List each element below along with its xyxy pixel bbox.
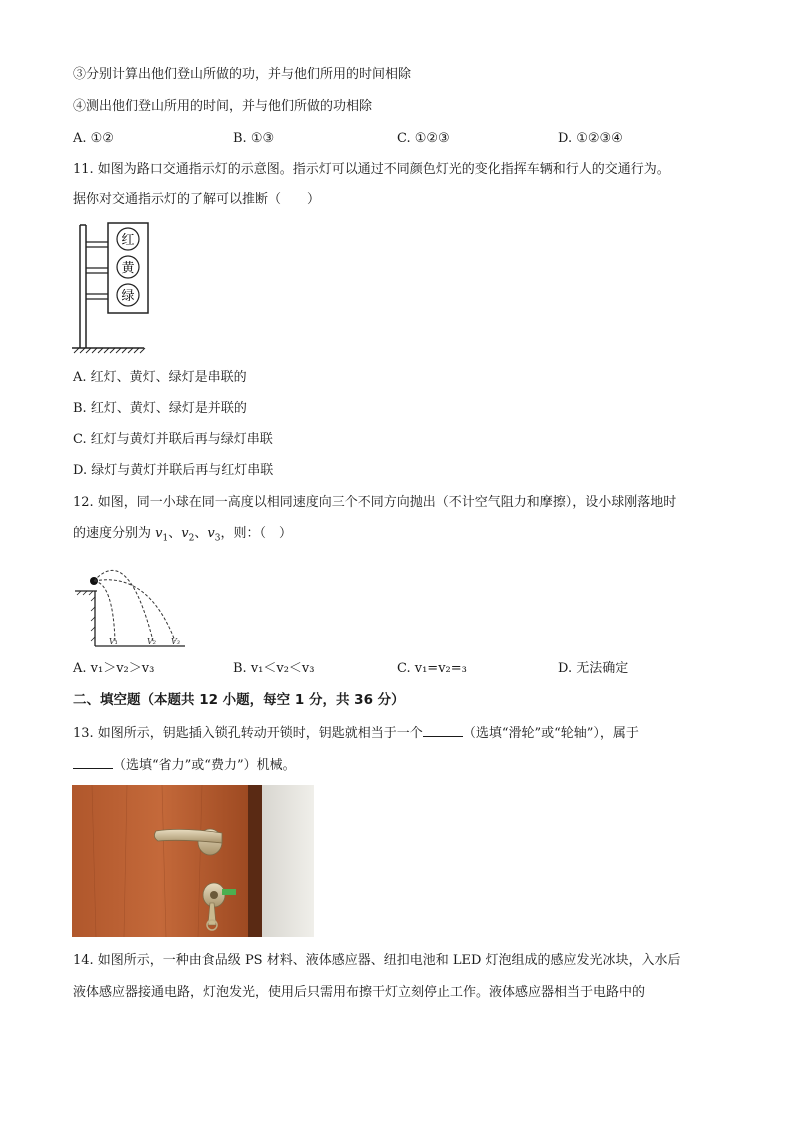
traffic-light-figure: [70, 220, 155, 355]
q11-option-d[interactable]: D. 绿灯与黄灯并联后再与红灯串联: [73, 463, 274, 478]
q11-stem-line1: 11. 如图为路口交通指示灯的示意图。指示灯可以通过不同颜色灯光的变化指挥车辆和行人的交通行为。: [73, 162, 670, 177]
q13-stem-part3: （选填“省力”或“费力”）机械。: [113, 758, 296, 773]
q11-option-b[interactable]: B. 红灯、黄灯、绿灯是并联的: [73, 401, 247, 416]
q13-stem-part2: （选填“滑轮”或“轮轴”），属于: [462, 726, 639, 741]
q10-option-d[interactable]: D. ①②③④: [558, 131, 623, 146]
q13-stem-line2: [73, 755, 296, 775]
q11-option-a[interactable]: A. 红灯、黄灯、绿灯是串联的: [73, 370, 247, 385]
q13-blank-1[interactable]: [423, 723, 463, 737]
projectile-figure: [73, 553, 188, 653]
q12-option-c[interactable]: C. v₁=v₂=₃: [397, 661, 467, 676]
q13-blank-2[interactable]: [73, 755, 113, 769]
light-label-green: 绿: [121, 289, 135, 304]
q12-option-b[interactable]: B. v₁＜v₂＜v₃: [233, 661, 315, 676]
q10-option-c[interactable]: C. ①②③: [397, 131, 450, 146]
q12-option-d[interactable]: D. 无法确定: [558, 661, 629, 676]
fig-label-v2: V₂: [147, 637, 156, 646]
q13-stem-line1: [73, 723, 639, 743]
q13-stem-part1: 13. 如图所示，钥匙插入锁孔转动开锁时，钥匙就相当于一个: [73, 726, 423, 741]
door-lock-photo: [72, 785, 314, 937]
q12-stem-line1: 12. 如图，同一小球在同一高度以相同速度向三个不同方向抛出（不计空气阻力和摩擦），设小球刚落地时: [73, 495, 677, 510]
q12-option-a[interactable]: A. v₁＞v₂＞v₃: [73, 661, 155, 676]
q11-stem-line2: 据你对交通指示灯的了解可以推断（ ）: [73, 192, 321, 207]
q14-stem-line2: 液体感应器接通电路，灯泡发光，使用后只需用布擦干灯立刻停止工作。液体感应器相当于电路中的: [73, 985, 646, 1000]
q12-stem-suffix: ，则：（ ）: [220, 526, 292, 541]
fig-label-v1: V₁: [109, 637, 118, 646]
section-heading: 二、填空题（本题共 12 小题，每空 1 分，共 36 分）: [73, 692, 405, 708]
light-label-red: 红: [121, 233, 135, 248]
q10-statement-4: ④测出他们登山所用的时间，并与他们所做的功相除: [73, 99, 373, 114]
light-label-yellow: 黄: [121, 261, 135, 276]
q11-option-c[interactable]: C. 红灯与黄灯并联后再与绿灯串联: [73, 432, 273, 447]
q10-statement-3: ③分别计算出他们登山所做的功，并与他们所用的时间相除: [73, 67, 412, 82]
q12-stem-prefix: 的速度分别为: [73, 526, 156, 541]
q10-option-a[interactable]: A. ①②: [73, 131, 114, 146]
fig-label-v3: V₃: [171, 637, 180, 646]
q10-option-b[interactable]: B. ①③: [233, 131, 275, 146]
q14-stem-line1: 14. 如图所示，一种由食品级 PS 材料、液体感应器、纽扣电池和 LED 灯泡组成的感应发光冰块，入水后: [73, 953, 681, 968]
q12-stem-line2: 的速度分别为 $v_1$、$v_2$、$v_3$，则：（ ）: [73, 526, 292, 544]
